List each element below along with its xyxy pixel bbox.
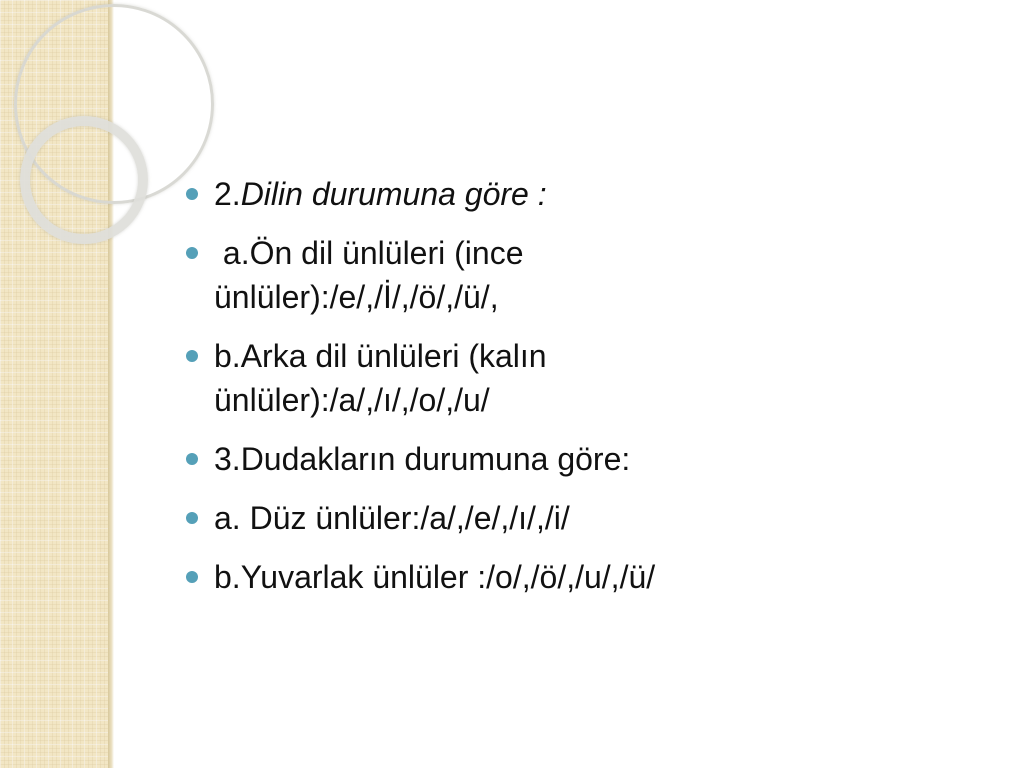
bullet-text: b.Arka dil ünlüleri (kalın ünlüler):/a/,/ı/,/o/,/u/ [214,338,547,418]
bullet-item-dilin-durumu [186,172,684,216]
bullet-text: a.Ön dil ünlüleri (ince ünlüler):/e/,/İ/,/ö/,/ü/, [214,235,533,315]
bullet-item-on-dil [186,231,684,319]
bullet-text: a. Düz ünlüler:/a/,/e/,/ı/,/i/ [214,500,570,536]
bullet-item-dudak-durumu [186,437,854,481]
bullet-prefix: 2. [214,176,241,212]
bullet-text: Dilin durumuna göre : [240,176,547,212]
decorative-small-ring [20,116,148,244]
bullet-dot-icon [186,453,198,465]
bullet-item-arka-dil [186,334,684,422]
bullet-dot-icon [186,350,198,362]
bullet-dot-icon [186,188,198,200]
bullet-dot-icon [186,571,198,583]
bullet-dot-icon [186,247,198,259]
slide-content [186,172,986,614]
bullet-item-yuvarlak-unluler [186,555,854,599]
bullet-item-duz-unluler [186,496,854,540]
bullet-dot-icon [186,512,198,524]
bullet-list [186,172,986,599]
bullet-text: 3.Dudakların durumuna göre: [214,441,631,477]
bullet-text: b.Yuvarlak ünlüler :/o/,/ö/,/u/,/ü/ [214,559,656,595]
